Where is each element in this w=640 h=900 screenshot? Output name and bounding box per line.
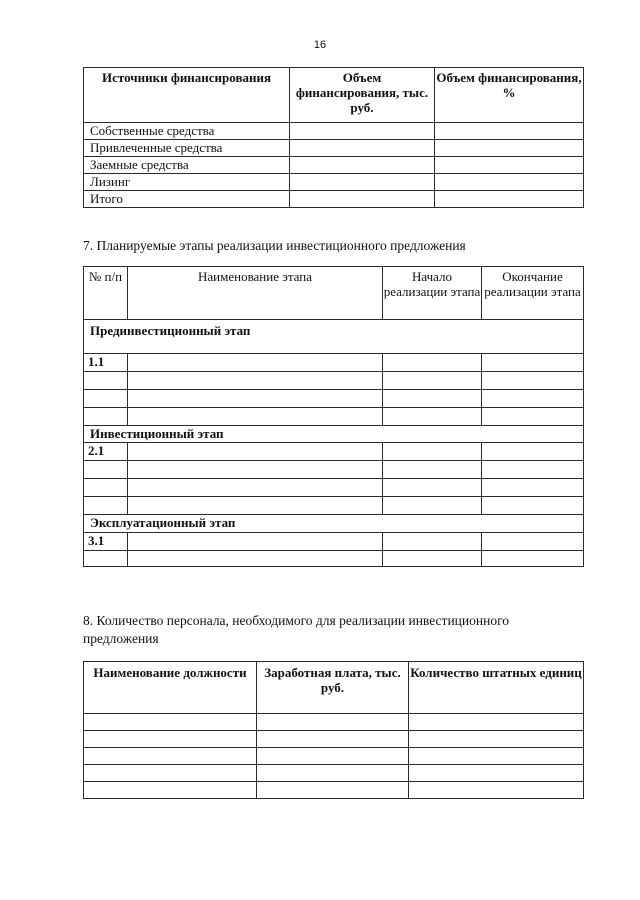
cell [290, 157, 435, 174]
cell [435, 157, 584, 174]
cell [383, 408, 482, 426]
cell [482, 408, 584, 426]
page-number: 16 [313, 39, 327, 51]
cell [383, 551, 482, 567]
header-salary: Заработная плата, тыс. руб. [257, 662, 409, 714]
cell [257, 765, 409, 782]
cell [257, 782, 409, 799]
cell [128, 479, 383, 497]
cell [482, 443, 584, 461]
cell [383, 354, 482, 372]
cell [128, 354, 383, 372]
cell [128, 408, 383, 426]
cell [290, 174, 435, 191]
cell [84, 461, 128, 479]
cell [128, 443, 383, 461]
cell [409, 748, 584, 765]
financing-table [83, 67, 584, 208]
cell [128, 390, 383, 408]
cell [482, 479, 584, 497]
stage-investment: Инвестиционный этап [84, 426, 584, 443]
stages-table [83, 266, 584, 567]
cell [290, 123, 435, 140]
cell [290, 140, 435, 157]
row-leasing: Лизинг [84, 174, 290, 191]
cell [84, 408, 128, 426]
cell [257, 748, 409, 765]
header-staff-units: Количество штатных единиц [409, 662, 584, 714]
header-end: Окончание реализации этапа [482, 267, 584, 320]
cell [128, 372, 383, 390]
cell [409, 765, 584, 782]
row-own-funds: Собственные средства [84, 123, 290, 140]
cell [84, 782, 257, 799]
cell [383, 497, 482, 515]
cell [435, 140, 584, 157]
cell [482, 551, 584, 567]
cell [435, 191, 584, 208]
row-attracted-funds: Привлеченные средства [84, 140, 290, 157]
cell [409, 731, 584, 748]
stage-number: 1.1 [84, 354, 128, 372]
cell [383, 533, 482, 551]
cell [257, 731, 409, 748]
header-start: Начало реализации этапа [383, 267, 482, 320]
cell [128, 461, 383, 479]
row-total: Итого [84, 191, 290, 208]
cell [482, 533, 584, 551]
cell [435, 123, 584, 140]
section-8-heading: 8. Количество персонала, необходимого для реализации инвестиционного предложения [83, 613, 510, 646]
cell [409, 782, 584, 799]
header-stage-name: Наименование этапа [128, 267, 383, 320]
row-borrowed-funds: Заемные средства [84, 157, 290, 174]
cell [409, 714, 584, 731]
section-7-heading: 7. Планируемые этапы реализации инвестиционного предложения [83, 238, 466, 253]
cell [482, 461, 584, 479]
cell [383, 390, 482, 408]
cell [128, 551, 383, 567]
cell [128, 533, 383, 551]
cell [128, 497, 383, 515]
cell [84, 748, 257, 765]
cell [84, 479, 128, 497]
stage-operational: Эксплуатационный этап [84, 515, 584, 533]
cell [482, 390, 584, 408]
cell [435, 174, 584, 191]
stage-pre-investment: Прединвестиционный этап [84, 320, 584, 354]
cell [482, 354, 584, 372]
cell [482, 497, 584, 515]
cell [482, 372, 584, 390]
header-amount-percent: Объем финансирования, % [435, 68, 584, 123]
cell [84, 390, 128, 408]
header-number: № п/п [84, 267, 128, 320]
header-position: Наименование должности [84, 662, 257, 714]
cell [84, 714, 257, 731]
cell [84, 765, 257, 782]
cell [84, 497, 128, 515]
header-amount-rub: Объем финансирования, тыс. руб. [290, 68, 435, 123]
personnel-table [83, 661, 584, 799]
cell [383, 443, 482, 461]
header-sources: Источники финансирования [84, 68, 290, 123]
stage-number: 3.1 [84, 533, 128, 551]
cell [84, 731, 257, 748]
cell [383, 461, 482, 479]
cell [383, 479, 482, 497]
cell [290, 191, 435, 208]
stage-number: 2.1 [84, 443, 128, 461]
cell [383, 372, 482, 390]
cell [84, 551, 128, 567]
cell [257, 714, 409, 731]
cell [84, 372, 128, 390]
